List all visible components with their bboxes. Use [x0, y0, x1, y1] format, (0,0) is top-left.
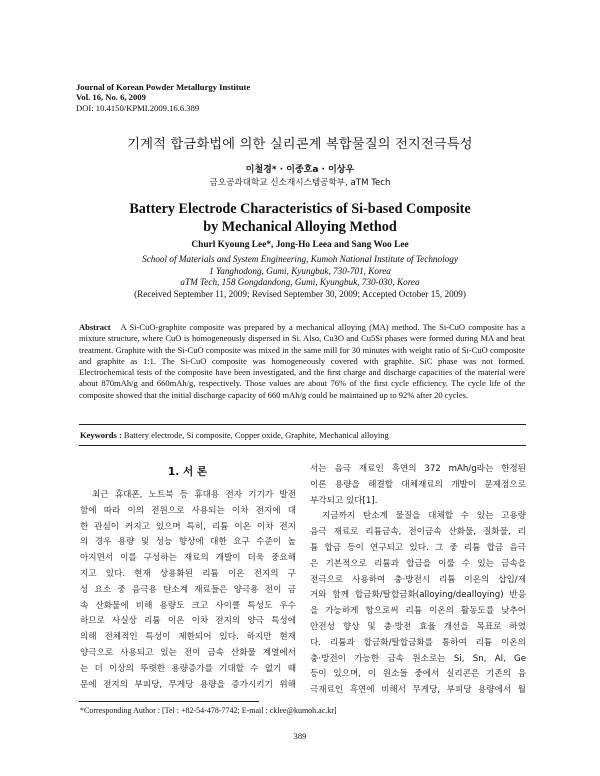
- body-line: 튬 합금 등이 연구되고 있다. 그 중 리튬 합금 음극: [310, 542, 526, 553]
- body-line: 을 가능하게 함으로써 리튬 이온의 활동도를 낮추어: [310, 606, 526, 617]
- body-line: 아지면서 이를 구성하는 재료의 개발이 더욱 중요해: [80, 553, 296, 564]
- body-line: 충·방전이 가능한 금속 원소로는 Si, Sn, Al, Ge: [310, 653, 526, 664]
- body-line: 의 경우 용량 및 성능 향상에 대한 요구 수준이 높: [80, 537, 296, 548]
- page-number: 389: [293, 731, 307, 741]
- english-title-line-1: Battery Electrode Characteristics of Si-based Composite: [129, 201, 471, 217]
- abstract-text: A Si-CuO-graphite composite was prepared by a mechanical alloying (MA) method. The Si-CuO composite has a mixture structure, where CuO is homogeneously dispersed in Si. Also, Cu3O and Cu5Si phases were formed during MA and heat treatment. Graphite with the Si-CuO composite was mixed in the same mill for 30 minutes with weight ratio of Si-CuO composite and graphite as 1:1. The Si-CuO composite was homogeneously covered with graphite. SiC phase was not formed. Electrochemical tests of the composite have been investigated, and the first charge and discharge capacities of the material were about 870mAh/g and 660mAh/g, respectively. Those values are about 76% of the first cycle efficiency. The cycle life of the composite showed that the initial discharge capacity of 660 mAh/g could be maintained up to 92% after 20 cycles.: [79, 322, 525, 400]
- body-right-column: [310, 462, 526, 699]
- body-line: 다. 리튬과 합금화/탈합금화를 통하여 리튬 이온의: [310, 637, 526, 648]
- body-left-column: [80, 488, 296, 693]
- affiliation-line-1: School of Materials and System Engineering, Kumoh National Institute of Technology: [142, 254, 458, 264]
- abstract-label: Abstract: [79, 322, 111, 332]
- english-title: [0, 200, 600, 236]
- body-line: 전극으로 사용하여 충·방전시 리튬 이온의 삽입/제: [310, 574, 526, 585]
- journal-volume: Vol. 16, No. 6, 2009: [76, 92, 146, 103]
- journal-doi: DOI: 10.4150/KPMI.2009.16.6.389: [76, 102, 200, 113]
- body-line: 양극으로 사용되고 있는 전이 금속 산화물 계열에서: [80, 647, 296, 658]
- body-line: 거와 함께 합금화/탈합금화(alloying/dealloying) 반응: [310, 590, 526, 601]
- body-line: 이론 용량을 해결할 대체재료의 개발이 문제점으로: [310, 479, 526, 490]
- abstract: [79, 322, 525, 401]
- journal-name: Journal of Korean Powder Metallurgy Institute: [76, 82, 251, 92]
- body-line: 하므로 사실상 리튬 이온 이차 전지의 양극 특성에: [80, 616, 296, 627]
- body-line: 함에 따라 이의 전원으로 사용되는 이차 전지에 대: [80, 505, 296, 516]
- body-line: 최근 휴대폰, 노트북 등 휴대용 전자 기기가 발전: [92, 490, 296, 500]
- received-dates: (Received September 11, 2009; Revised September 30, 2009; Accepted October 15, 2009): [134, 288, 466, 299]
- body-line: 속 산화물에 비해 용량도 크고 사이클 특성도 우수: [80, 600, 296, 611]
- body-line: 지금까지 탄소계 물질을 대체할 수 있는 고용량: [322, 511, 526, 522]
- section-heading-introduction: 1. 서 론: [167, 466, 208, 478]
- body-line: 문에 전지의 부피당, 무게당 용량을 증가시키기 위해: [80, 679, 296, 690]
- keywords-text: Battery electrode, Si composite, Copper oxide, Graphite, Mechanical alloying: [123, 430, 389, 440]
- korean-title: 기계적 합금화법에 의한 실리콘계 복합물질의 전지전극특성: [127, 137, 473, 152]
- body-line: 성 요소 중 음극용 탄소계 재료들은 양극용 전이 금: [80, 584, 296, 595]
- corresponding-author-footnote: *Corresponding Author : [Tel : +82-54-478-7742; E-mail : cklee@kumoh.ac.kr]: [80, 706, 337, 715]
- body-line: 안전성 향상 및 충·방전 효율 개선을 목표로 하였: [310, 621, 526, 632]
- english-authors: Churl Kyoung Lee*, Jong-Ho Leea and Sang Woo Lee: [191, 240, 409, 250]
- body-line: 는 더 이상의 뚜렷한 용량증가를 기대할 수 없기 때: [80, 663, 296, 674]
- korean-authors: 이철경* · 이종호a · 이상우: [245, 165, 355, 175]
- body-line: 은 기본적으로 리튬과 합금을 이룰 수 있는 금속을: [310, 558, 526, 569]
- journal-header: [76, 82, 250, 113]
- affiliation-line-2: 1 Yanghodong, Gumi, Kyungbuk, 730-701, Korea: [209, 265, 391, 276]
- body-line: 음극 재료로 리튬금속, 전이금속 산화물, 질화물, 리: [310, 527, 526, 538]
- english-title-line-2: by Mechanical Alloying Method: [203, 219, 397, 235]
- english-affiliation: [0, 254, 600, 300]
- footnote-rule: [79, 701, 259, 702]
- body-line: 극재료인 흑연에 비해서 무게당, 부피당 용량에서 월: [310, 685, 526, 696]
- body-line: 부각되고 있다[1].: [310, 495, 378, 506]
- affiliation-line-3: aTM Tech, 158 Gongdandong, Gumi, Kyungbuk, 730-030, Korea: [180, 277, 420, 288]
- keywords: [80, 430, 526, 440]
- body-line: 의해 전체적인 특성이 제한되어 있다. 하지만 현재: [80, 632, 296, 643]
- keywords-label: Keywords :: [80, 430, 122, 440]
- korean-affiliation: 금오공과대학교 신소재시스템공학부, aTM Tech: [209, 178, 391, 188]
- body-line: 서는 음극 재료인 흑연의 372 mAh/g라는 한정된: [310, 464, 526, 474]
- body-line: 한 관심이 커지고 있으며 특히, 리튬 이온 이차 전지: [80, 521, 296, 532]
- keywords-top-rule: [79, 424, 526, 425]
- keywords-bottom-rule: [79, 445, 526, 446]
- body-line: 등이 있으며, 이 원소들 중에서 실리콘은 기존의 음: [310, 669, 526, 680]
- body-line: 지고 있다. 현재 상용화된 리튬 이온 전지의 구: [80, 568, 296, 579]
